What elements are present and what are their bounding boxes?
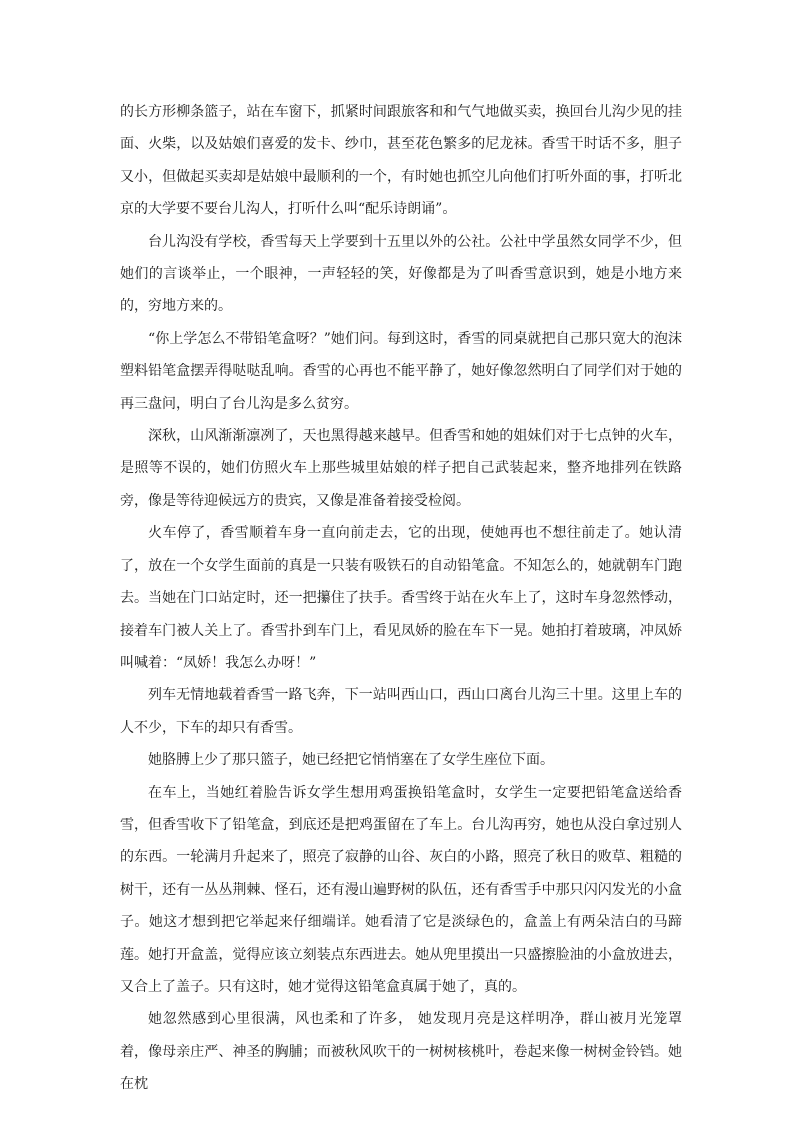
paragraph-8: 在车上，当她红着脸告诉女学生想用鸡蛋换铅笔盒时，女学生一定要把铅笔盒送给香雪，但香雪收下了铅笔盒，到底还是把鸡蛋留在了车上。台儿沟再穷，她也从没白拿过别人的东西。一轮满月升起来了，照亮了寂静的山谷、灰白的小路，照亮了秋日的败草、粗糙的树干，还有一丛丛荆棘、怪石，还有漫山遍野树的队伍，还有香雪手中那只闪闪发光的小盒子。她这才想到把它举起来仔细端详。她看清了它是淡绿色的，盒盖上有两朵洁白的马蹄莲。她打开盒盖，觉得应该立刻装点东西进去。她从兜里摸出一只盛擦脸油的小盒放进去，又合上了盖子。只有这时，她才觉得这铅笔盒真属于她了，真的。 bbox=[120, 784, 682, 995]
paragraph-3: “你上学怎么不带铅笔盒呀？”她们问。每到这时，香雪的同桌就把自己那只宽大的泡沫塑料铅笔盒摆弄得哒哒乱响。香雪的心再也不能平静了，她好像忽然明白了同学们对于她的再三盘问，明白了台儿沟是多么贫穷。 bbox=[120, 330, 682, 412]
paragraph-2: 台儿沟没有学校，香雪每天上学要到十五里以外的公社。公社中学虽然女同学不少，但她们的言谈举止，一个眼神，一声轻轻的笑，好像都是为了叫香雪意识到，她是小地方来的，穷地方来的。 bbox=[120, 233, 682, 315]
paragraph-7: 她胳膊上少了那只篮子，她已经把它悄悄塞在了女学生座位下面。 bbox=[148, 752, 554, 769]
document-body bbox=[120, 96, 682, 1101]
paragraph-9: 她忽然感到心里很满，风也柔和了许多， 她发现月亮是这样明净，群山被月光笼罩着，像母亲庄严、神圣的胸脯；而被秋风吹干的一树树核桃叶，卷起来像一树树金铃铛。她在枕 bbox=[120, 1011, 682, 1093]
paragraph-4: 深秋，山风渐渐凛冽了，天也黑得越来越早。但香雪和她的姐妹们对于七点钟的火车，是照等不误的，她们仿照火车上那些城里姑娘的样子把自己武装起来，整齐地排列在铁路旁，像是等待迎候远方的贵宾，又像是准备着接受检阅。 bbox=[120, 428, 682, 509]
paragraph-6: 列车无情地载着香雪一路飞奔，下一站叫西山口，西山口离台儿沟三十里。这里上车的人不少，下车的却只有香雪。 bbox=[120, 687, 682, 736]
paragraph-5: 火车停了，香雪顺着车身一直向前走去，它的出现，使她再也不想往前走了。她认清了，放在一个女学生面前的真是一只装有吸铁石的自动铅笔盒。不知怎么的，她就朝车门跑去。当她在门口站定时，还一把攥住了扶手。香雪终于站在火车上了，这时车身忽然悸动，接着车门被人关上了。香雪扑到车门上，看见凤娇的脸在车下一晃。她拍打着玻璃，冲凤娇叫喊着：“凤娇！我怎么办呀！” bbox=[120, 525, 682, 671]
paragraph-1: 的长方形柳条篮子，站在车窗下，抓紧时间跟旅客和和气气地做买卖，换回台儿沟少见的挂面、火柴，以及姑娘们喜爱的发卡、纱巾，甚至花色繁多的尼龙袜。香雪干时话不多，胆子又小，但做起买卖却是姑娘中最顺利的一个，有时她也抓空儿向他们打听外面的事，打听北京的大学要不要台儿沟人，打听什么叫“配乐诗朗诵”。 bbox=[120, 104, 682, 218]
